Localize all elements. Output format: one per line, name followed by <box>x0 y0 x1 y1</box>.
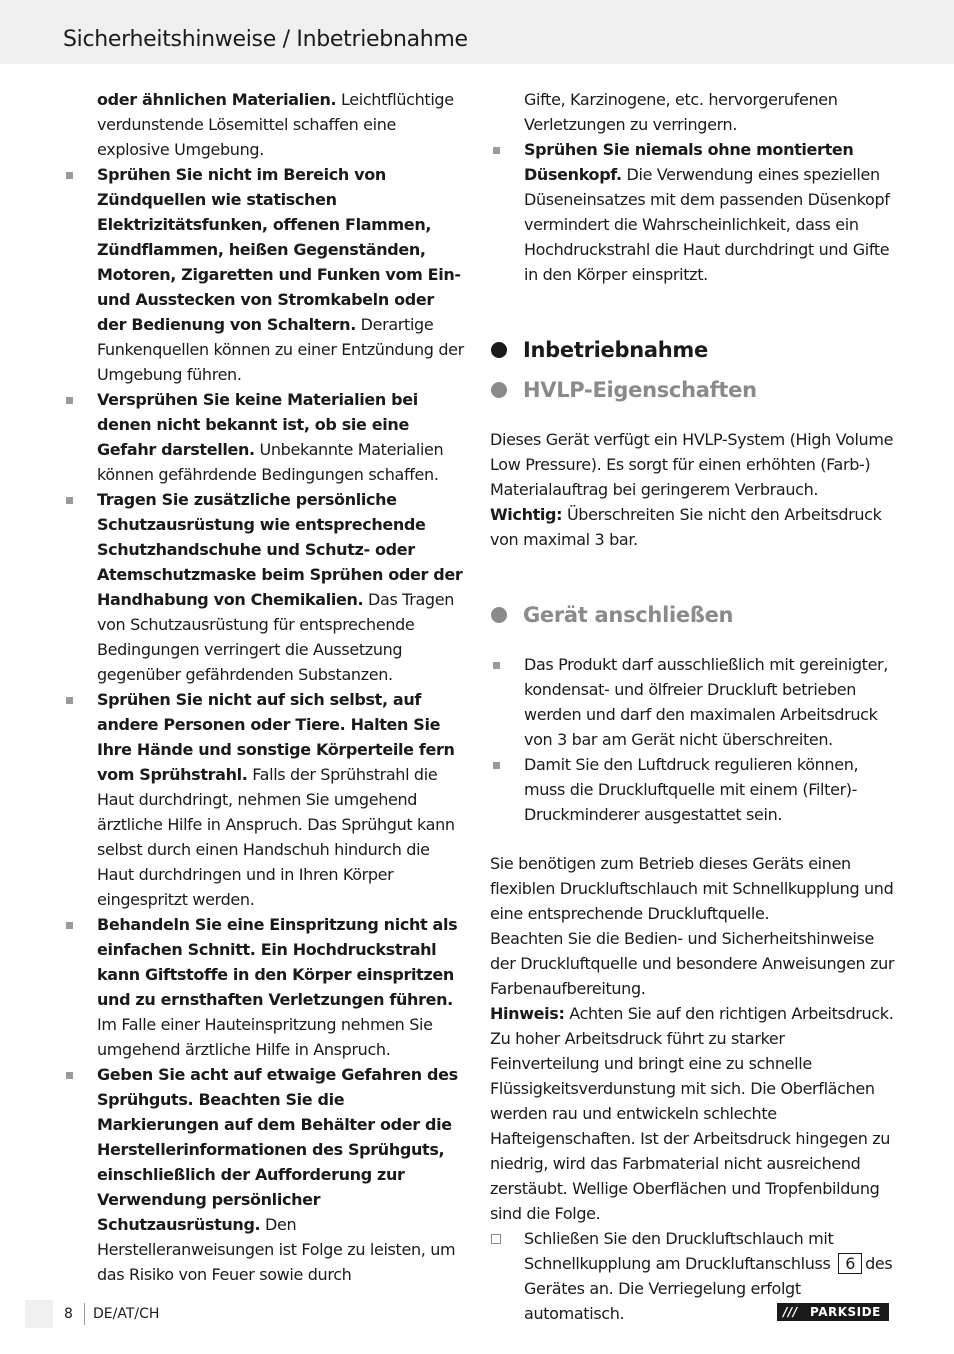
section-heading-inbetriebnahme <box>490 337 895 363</box>
hvlp-important <box>490 502 895 552</box>
logo-text: PARKSIDE <box>810 1305 881 1319</box>
subsection-heading-connect <box>490 602 895 628</box>
item-bold: Sprühen Sie niemals ohne montierten Düsenkopf. <box>524 140 854 184</box>
square-bullet-icon <box>66 1072 73 1079</box>
hvlp-paragraph: Dieses Gerät verfügt ein HVLP-System (High Volume Low Pressure). Es sorgt für einen erhöhten (Farb-) Materialauftrag bei geringerem Verbrauch. <box>490 430 894 499</box>
intro-text: Leichtflüchtige verdunstende Lösemittel schaffen eine explosive Umgebung. <box>97 90 454 159</box>
item-text: Das Tragen von Schutzausrüstung für entsprechende Bedingungen verringert die Aussetzung gegenüber gefährdenden Substanzen. <box>97 590 455 684</box>
item-bold: Geben Sie acht auf etwaige Gefahren des Sprühguts. Beachten Sie die Markierungen auf dem Behälter oder die Herstellerinformationen des Sprühguts, einschließlich der Aufforderung zur Verwendung persönlicher Schutzausrüstung. <box>97 1065 458 1234</box>
item-text: Den Herstelleranweisungen ist Folge zu leisten, um das Risiko von Feuer sowie durch <box>97 1215 456 1284</box>
step-text-after: des Gerätes an. Die Verriegelung erfolgt automatisch. <box>524 1254 893 1323</box>
square-bullet-icon <box>66 172 73 179</box>
important-text: Überschreiten Sie nicht den Arbeitsdruck von maximal 3 bar. <box>490 505 882 549</box>
intro-paragraph <box>63 87 468 162</box>
heading-text: HVLP-Eigenschaften <box>523 378 757 402</box>
connect-paragraph-1: Sie benötigen zum Betrieb dieses Geräts einen flexiblen Druckluftschlauch mit Schnellkupplung und eine entsprechende Druckluftquelle. <box>490 854 894 923</box>
list-item <box>63 912 468 1062</box>
item-text: Derartige Funkenquellen können zu einer Entzündung der Umgebung führen. <box>97 315 464 384</box>
square-bullet-icon <box>66 397 73 404</box>
item-bold: Sprühen Sie nicht im Bereich von Zündquellen wie statischen Elektrizitätsfunken, offenen Flammen, Zündflammen, heißen Gegenständen, Motoren, Zigaretten und Funken vom Ein- und Ausstecken von Stromkabeln oder der Bedienung von Schaltern. <box>97 165 461 334</box>
step-text-before: Schließen Sie den Druckluftschlauch mit Schnellkupplung am Druckluftanschluss <box>524 1229 834 1273</box>
part-reference: 6 <box>838 1253 862 1274</box>
item-bold: Tragen Sie zusätzliche persönliche Schutzausrüstung wie entsprechende Schutzhandschuhe und Schutz- oder Atemschutzmaske beim Sprühen oder der Handhabung von Chemikalien. <box>97 490 463 609</box>
list-item <box>63 387 468 487</box>
important-label: Wichtig: <box>490 505 563 524</box>
continuation-text: Gifte, Karzinogene, etc. hervorgerufenen Verletzungen zu verringern. <box>524 90 838 134</box>
left-column <box>63 87 468 1287</box>
heading-text: Inbetriebnahme <box>523 338 708 362</box>
footer-divider <box>84 1303 85 1325</box>
square-bullet-icon <box>66 922 73 929</box>
parkside-logo <box>777 1303 889 1321</box>
list-item <box>63 1062 468 1287</box>
list-item <box>63 487 468 687</box>
filled-circle-icon <box>491 607 507 623</box>
filled-circle-icon <box>491 382 507 398</box>
note-label: Hinweis: <box>490 1004 565 1023</box>
item-text: Falls der Sprühstrahl die Haut durchdringt, nehmen Sie umgehend ärztliche Hilfe in Anspruch. Das Sprühgut kann selbst durch einen Handschuh hindurch die Haut durchdringen und in Ihren Körper eingespritzt werden. <box>97 765 455 909</box>
page-header <box>0 0 954 64</box>
item-bold: Versprühen Sie keine Materialien bei denen nicht bekannt ist, ob sie eine Gefahr darstellen. <box>97 390 418 459</box>
note-text: Achten Sie auf den richtigen Arbeitsdruck. Zu hoher Arbeitsdruck führt zu starker Feinverteilung und bringt eine zu schnelle Flüssigkeitsverdunstung mit sich. Die Oberflächen werden rau und entwickeln schlechte Hafteigenschaften. Ist der Arbeitsdruck hingegen zu niedrig, wird das Farbmaterial nicht ausreichend zerstäubt. Wellige Oberflächen und Tropfenbildung sind die Folge. <box>490 1004 894 1223</box>
page-title: Sicherheitshinweise / Inbetriebnahme <box>63 27 468 52</box>
subsection-heading-hvlp <box>490 377 895 403</box>
note-paragraph <box>490 1001 895 1226</box>
filled-circle-icon <box>491 342 507 358</box>
square-bullet-icon <box>493 662 500 669</box>
list-item <box>490 137 895 287</box>
item-bold: Behandeln Sie eine Einspritzung nicht als einfachen Schnitt. Ein Hochdruckstrahl kann Giftstoffe in den Körper einspritzen und zu ernsthaften Verletzungen führen. <box>97 915 458 1009</box>
heading-text: Gerät anschließen <box>523 603 734 627</box>
list-item <box>490 652 895 752</box>
connect-paragraph-2: Beachten Sie die Bedien- und Sicherheitshinweise der Druckluftquelle und besondere Anweisungen zur Farbenaufbereitung. <box>490 929 895 998</box>
square-bullet-icon <box>493 147 500 154</box>
region-label: DE/AT/CH <box>93 1306 160 1322</box>
square-bullet-icon <box>66 497 73 504</box>
item-text: Unbekannte Materialien können gefährdende Bedingungen schaffen. <box>97 440 444 484</box>
list-item <box>63 687 468 912</box>
intro-bold: oder ähnlichen Materialien. <box>97 90 337 109</box>
checkbox-icon <box>491 1234 501 1244</box>
right-column <box>490 87 895 1326</box>
item-text: Die Verwendung eines speziellen Düseneinsatzes mit dem passenden Düsenkopf vermindert die Wahrscheinlichkeit, dass ein Hochdruckstrahl die Haut durchdringt und Gifte in den Körper einspritzt. <box>524 165 890 284</box>
logo-stripes: /// <box>783 1305 798 1319</box>
item-bold: Sprühen Sie nicht auf sich selbst, auf andere Personen oder Tiere. Halten Sie Ihre Hände und sonstige Körperteile fern vom Sprühstrahl. <box>97 690 455 784</box>
list-item <box>490 752 895 827</box>
list-item <box>63 162 468 387</box>
square-bullet-icon <box>66 697 73 704</box>
item-text: Das Produkt darf ausschließlich mit gereinigter, kondensat- und ölfreier Druckluft betrieben werden und darf den maximalen Arbeitsdruck von 3 bar am Gerät nicht überschreiten. <box>524 655 889 749</box>
page-number: 8 <box>64 1306 73 1322</box>
item-text: Im Falle einer Hauteinspritzung nehmen Sie umgehend ärztliche Hilfe in Anspruch. <box>97 1015 433 1059</box>
footer-marker <box>25 1300 53 1328</box>
square-bullet-icon <box>493 762 500 769</box>
item-text: Damit Sie den Luftdruck regulieren können, muss die Druckluftquelle mit einem (Filter)-Druckminderer ausgestattet sein. <box>524 755 859 824</box>
